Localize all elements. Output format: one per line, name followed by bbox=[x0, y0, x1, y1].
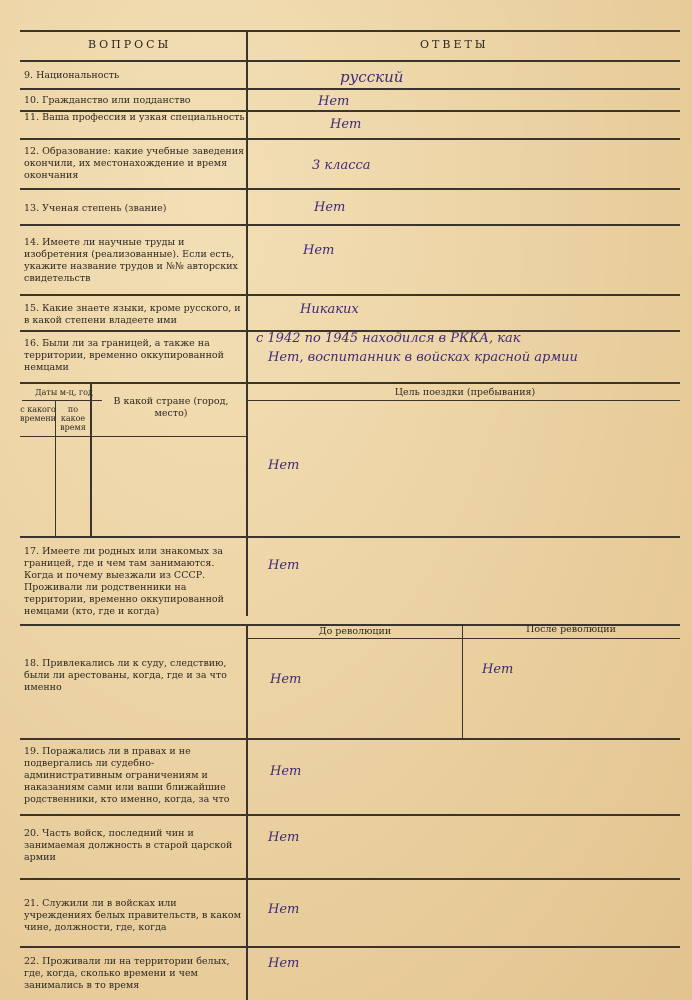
rule-19 bbox=[20, 814, 680, 816]
top-rule bbox=[20, 30, 680, 32]
country-header: В какой стране (город, место) bbox=[113, 396, 229, 419]
question-14: 14. Имеете ли научные труды и изобретения (реализованные). Если есть, укажите название трудов и №№ авторских свидетельств bbox=[24, 237, 238, 284]
before-revolution-header: До революции bbox=[318, 626, 392, 637]
question-17: 17. Имеете ли родных или знакомых за границей, где и чем там занимаются. Когда и почему выезжали из СССР. Проживали ли родственники на территории, временно оккупированной немцами (кто, где и когда) bbox=[24, 546, 224, 617]
question-11: 11. Ваша профессия и узкая специальность bbox=[24, 112, 245, 123]
rule-14 bbox=[20, 294, 680, 296]
rule-11 bbox=[20, 138, 680, 140]
answer-11: Нет bbox=[330, 117, 362, 132]
rule-12 bbox=[20, 188, 680, 190]
answer-17: Нет bbox=[268, 558, 300, 573]
answer-18-after: Нет bbox=[482, 662, 514, 677]
answer-13: Нет bbox=[314, 200, 346, 215]
to-date-header: по какое время bbox=[60, 405, 86, 432]
answer-22: Нет bbox=[268, 956, 300, 971]
rule-9 bbox=[20, 88, 680, 90]
answer-16-line1: с 1942 по 1945 находился в РККА, как bbox=[256, 331, 521, 346]
answers-header: ОТВЕТЫ bbox=[420, 38, 489, 51]
divider-18-mid bbox=[462, 624, 463, 738]
question-21: 21. Служили ли в войсках или учреждениях белых правительств, в каком чине, должности, где, когда bbox=[24, 898, 241, 933]
purpose-header: Цель поездки (пребывания) bbox=[394, 387, 536, 398]
purpose-rule bbox=[246, 400, 680, 401]
country-divider-left bbox=[90, 382, 92, 536]
rule-21 bbox=[20, 946, 680, 948]
header-rule bbox=[20, 60, 680, 62]
answer-16-line2: Нет, воспитанник в войсках красной армии bbox=[268, 350, 578, 365]
divider-19-22 bbox=[246, 738, 248, 1000]
question-18: 18. Привлекались ли к суду, следствию, были ли арестованы, когда, где и за что именно bbox=[24, 658, 227, 693]
question-15: 15. Какие знаете языки, кроме русского, и в какой степени владеете ими bbox=[24, 303, 241, 326]
rule-20 bbox=[20, 878, 680, 880]
question-10: 10. Гражданство или подданство bbox=[24, 95, 191, 106]
question-22: 22. Проживали ли на территории белых, где, когда, сколько времени и чем занимались в то время bbox=[24, 956, 230, 991]
answer-20: Нет bbox=[268, 830, 300, 845]
rule-18 bbox=[20, 738, 680, 740]
after-revolution-header: После революции bbox=[526, 624, 616, 635]
question-20: 20. Часть войск, последний чин и занимаемая должность в старой царской армии bbox=[24, 828, 233, 863]
answer-10: Нет bbox=[318, 94, 350, 109]
question-13: 13. Ученая степень (звание) bbox=[24, 203, 167, 214]
answer-9: русский bbox=[340, 68, 404, 86]
question-12: 12. Образование: какие учебные заведения окончили, их местонахождение и время окончания bbox=[24, 146, 245, 181]
answer-15: Никаких bbox=[300, 302, 359, 317]
questions-header: ВОПРОСЫ bbox=[88, 38, 172, 51]
divider-17 bbox=[246, 536, 248, 616]
rule-16 bbox=[20, 382, 680, 384]
dates-header: Даты м-ц, год bbox=[35, 388, 93, 397]
answer-14: Нет bbox=[303, 243, 335, 258]
question-19: 19. Поражались ли в правах и не подвергались ли судебно-административным ограничениям и наказаниям сами или ваши ближайшие родственники, кто именно, когда, за что bbox=[24, 746, 230, 805]
answer-18-before: Нет bbox=[270, 672, 302, 687]
abroad-header-rule bbox=[20, 436, 246, 437]
answer-12: 3 класса bbox=[312, 158, 371, 173]
from-date-header: с какого времени bbox=[20, 405, 56, 423]
question-16: 16. Были ли за границей, а также на территории, временно оккупированной немцами bbox=[24, 338, 224, 373]
country-divider-right bbox=[246, 382, 248, 536]
rule-13 bbox=[20, 224, 680, 226]
abroad-answer: Нет bbox=[268, 458, 300, 473]
dates-divider bbox=[55, 400, 56, 536]
revolution-subrule bbox=[246, 638, 680, 639]
question-9: 9. Национальность bbox=[24, 70, 120, 81]
rule-abroad bbox=[20, 536, 680, 538]
answer-21: Нет bbox=[268, 902, 300, 917]
answer-19: Нет bbox=[270, 764, 302, 779]
divider-18 bbox=[246, 624, 248, 738]
